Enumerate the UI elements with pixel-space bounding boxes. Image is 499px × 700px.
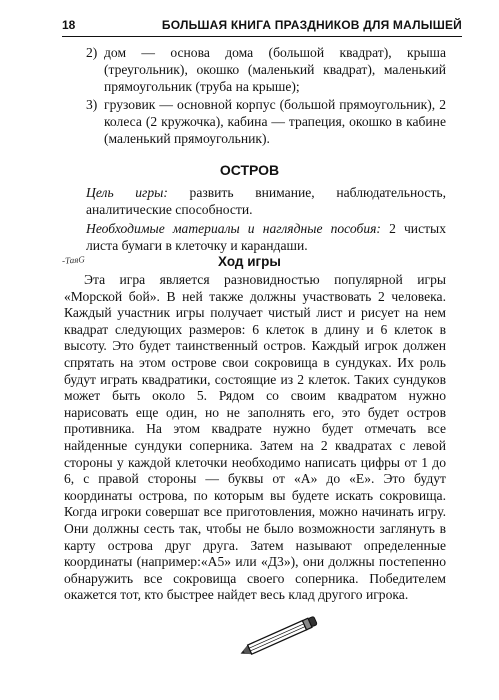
pencil-icon xyxy=(233,612,323,662)
page-number: 18 xyxy=(62,18,76,32)
running-title: БОЛЬШАЯ КНИГА ПРАЗДНИКОВ ДЛЯ МАЛЫШЕЙ xyxy=(161,18,462,32)
materials-label: Необходимые материалы и наглядные пособия: xyxy=(86,221,381,236)
handwritten-margin-note: -ТаяG xyxy=(61,254,86,266)
materials-text: 2 чистых листа бумаги в клеточку и карандаши. xyxy=(86,221,446,253)
list-item xyxy=(86,96,446,147)
page-header xyxy=(62,18,462,37)
game-description xyxy=(64,272,446,604)
body-paragraph: Эта игра является разновидностью популярной игры «Морской бой». В ней также должны участвовать 2 человека. Каждый участник игры получает чистый лист и рисует на нем квадрат следующих размеров: 6 клеток в длину и 6 клеток в высоту. Это будет таинственный остров. Каждый игрок должен спрятать на этом острове свои сокровища в сундуках. Их роль будут играть квадратики, состоящие из 2 клеток. Таких сундуков может быть около 5. Рядом со своим квадратом нужно нарисовать еще один, но не заполнять его, это будет остров противника. На этом квадрате нужно будет отмечать все найденные сундуки соперника. Затем на 2 квадратах с левой стороны у каждой клеточки необходимо написать цифры от 1 до 6, с правой стороны — буквы от «А» до «Е». Это будут координаты острова, по которым вы будете искать сокровища. Когда игроки совершат все приготовления, можно начинать игру. Они должны сесть так, чтобы не было возможности заглянуть в карту острова друг друга. Затем называют определенные координаты (например:«А5» или «Д3»), они должны постепенно обнаружить все сокровища своего соперника. Победителем окажется тот, кто быстрее найдет весь клад другого игрока. xyxy=(64,272,446,603)
list-item-text: грузовик — основной корпус (большой прямоугольник), 2 колеса (2 кружочка), кабина — трапеция, окошко в кабине (маленький прямоугольник). xyxy=(104,97,446,146)
list-item-number: 2) xyxy=(86,45,98,60)
goal-text: развить внимание, наблюдательность, аналитические способности. xyxy=(86,185,446,217)
numbered-list xyxy=(86,44,446,148)
subsection-title: Ход игры xyxy=(218,254,281,269)
game-goal xyxy=(86,184,446,218)
list-item-number: 3) xyxy=(86,97,98,112)
section-title: ОСТРОВ xyxy=(219,162,280,178)
goal-label: Цель игры: xyxy=(86,185,168,200)
game-materials xyxy=(86,220,446,254)
list-item xyxy=(86,44,446,95)
list-item-text: дом — основа дома (большой квадрат), крыша (треугольник), окошко (маленький квадрат), маленький прямоугольник (труба на крыше); xyxy=(104,45,446,94)
